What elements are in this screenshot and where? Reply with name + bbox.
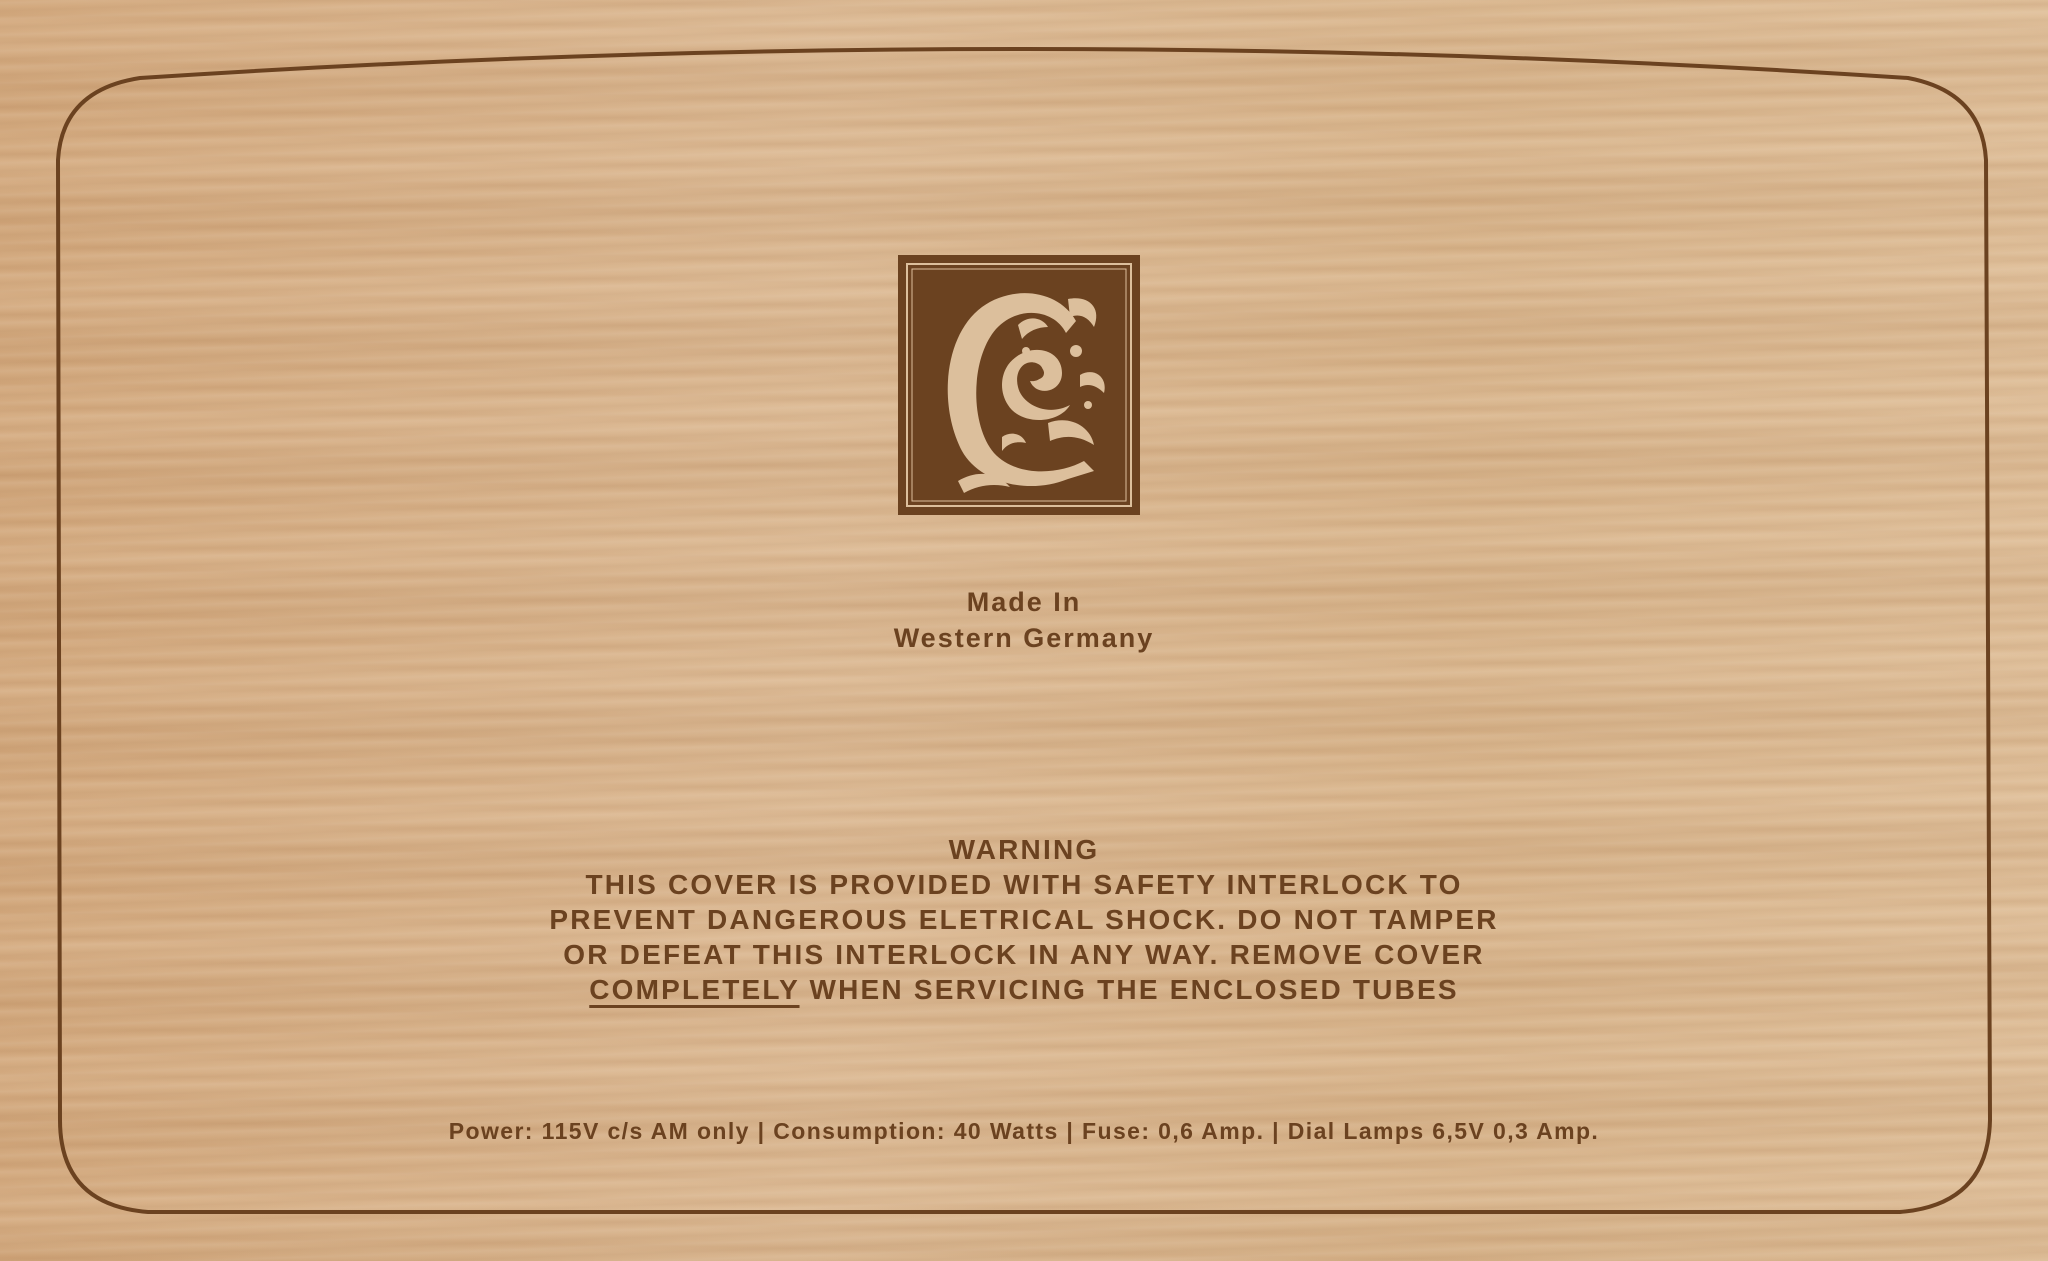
origin-line-2: Western Germany — [893, 623, 1155, 653]
warning-line-4 — [424, 972, 1624, 1007]
power-specs: Power: 115V c/s AM only | Consumption: 40 Watts | Fuse: 0,6 Amp. | Dial Lamps 6,5V 0,3 Amp. — [448, 1118, 1600, 1144]
origin-label — [824, 584, 1224, 656]
warning-line-2: PREVENT DANGEROUS ELETRICAL SHOCK. DO NOT TAMPER — [549, 904, 1499, 935]
warning-notice — [424, 832, 1624, 1007]
origin-line-1: Made In — [966, 587, 1082, 617]
warning-line-1: THIS COVER IS PROVIDED WITH SAFETY INTERLOCK TO — [585, 869, 1463, 900]
warning-line-3: OR DEFEAT THIS INTERLOCK IN ANY WAY. REMOVE COVER — [563, 939, 1485, 970]
ornate-letter-c-icon — [898, 255, 1140, 515]
warning-heading: WARNING — [948, 834, 1100, 865]
warning-emphasis: COMPLETELY — [589, 974, 800, 1005]
warning-line-4-rest: WHEN SERVICING THE ENCLOSED TUBES — [799, 974, 1459, 1005]
